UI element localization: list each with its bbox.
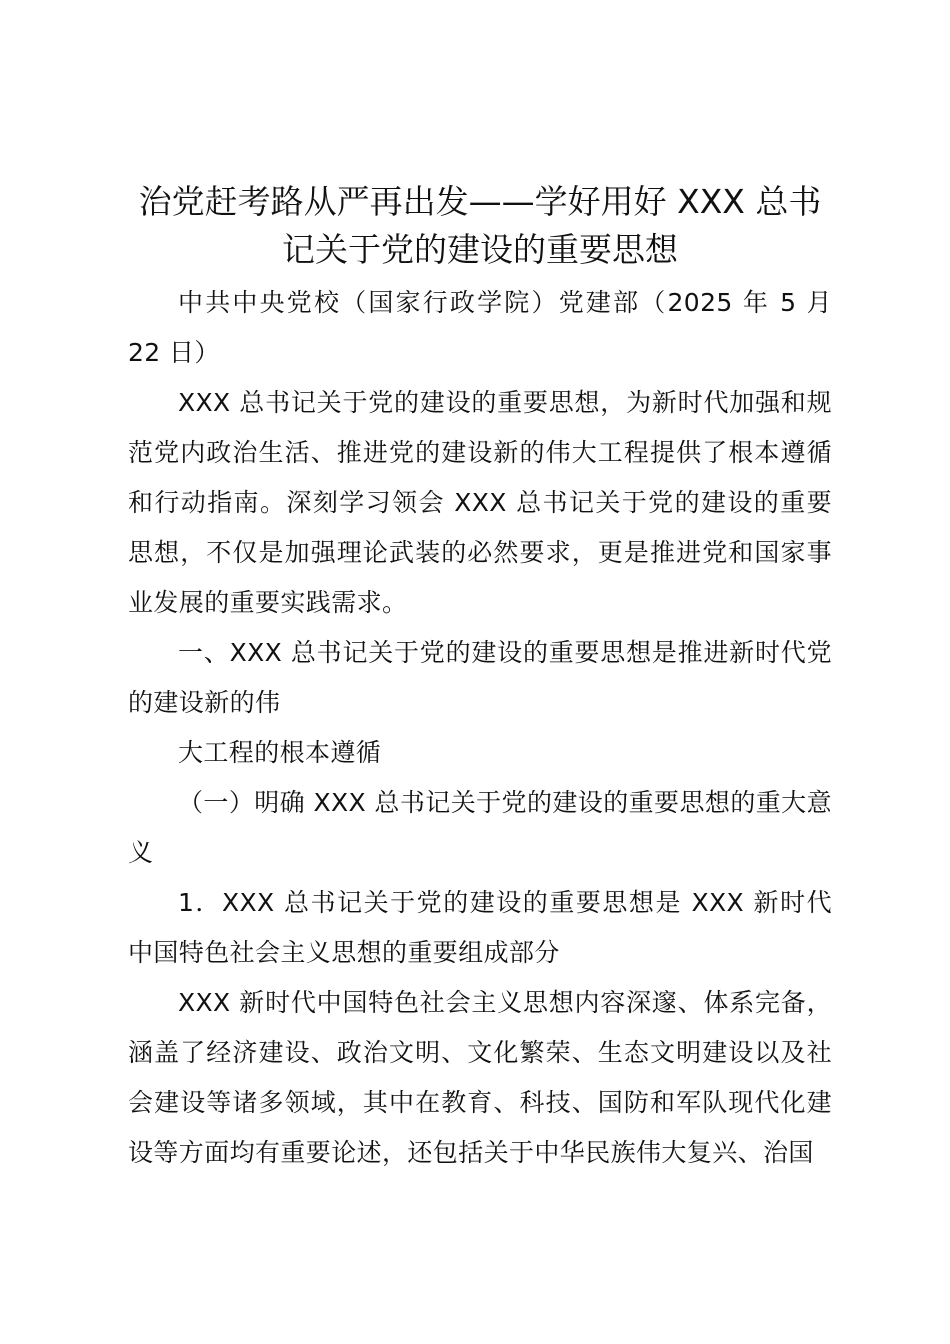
paragraph-intro: XXX 总书记关于党的建设的重要思想，为新时代加强和规范党内政治生活、推进党的建设新的伟大工程提供了根本遵循和行动指南。深刻学习领会 XXX 总书记关于党的建设的重要思想，不仅是加强理论武装的必然要求，更是推进党和国家事业发展的重要实践需求。 [128, 388, 832, 617]
heading-section-1: 一、XXX 总书记关于党的建设的重要思想是推进新时代党的建设新的伟 [128, 638, 832, 717]
document-byline: 中共中央党校（国家行政学院）党建部（2025 年 5 月 22 日） [128, 288, 832, 367]
heading-section-1-continued: 大工程的根本遵循 [178, 738, 382, 767]
document-page [128, 178, 832, 1178]
document-title: 治党赶考路从严再出发——学好用好 XXX 总书记关于党的建设的重要思想 [138, 182, 822, 269]
paragraph-body: XXX 新时代中国特色社会主义思想内容深邃、体系完备，涵盖了经济建设、政治文明、文化繁荣、生态文明建设以及社会建设等诸多领域，其中在教育、科技、国防和军队现代化建设等方面均有重要论述，还包括关于中华民族伟大复兴、治国 [128, 988, 832, 1167]
heading-point-1: 1．XXX 总书记关于党的建设的重要思想是 XXX 新时代中国特色社会主义思想的重要组成部分 [128, 888, 832, 967]
heading-subsection-1: （一）明确 XXX 总书记关于党的建设的重要思想的重大意义 [128, 788, 832, 867]
